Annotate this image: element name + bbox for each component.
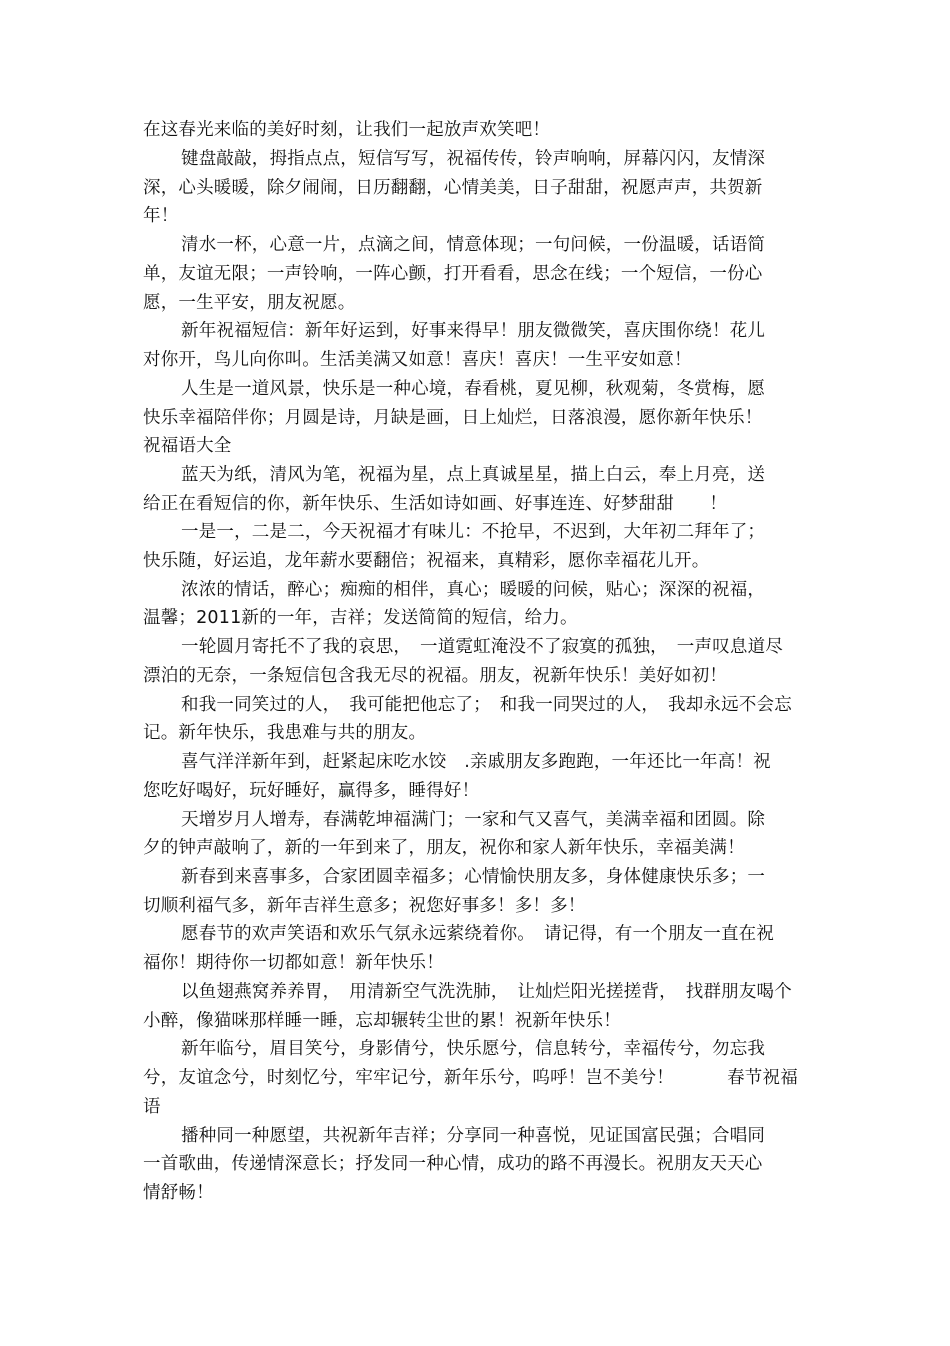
text-line: 对你开，鸟儿向你叫。生活美满又如意！喜庆！喜庆！一生平安如意！ bbox=[143, 350, 692, 370]
text-line: 愿，一生平安，朋友祝愿。 bbox=[143, 293, 356, 313]
text-line: 温馨；2011新的一年，吉祥；发送简简的短信，给力。 bbox=[143, 608, 578, 628]
text-line: 单，友谊无限；一声铃响，一阵心颤，打开看看，思念在线；一个短信，一份心 bbox=[143, 264, 763, 284]
text-line: 语 bbox=[143, 1097, 161, 1117]
text-line: 切顺利福气多，新年吉祥生意多；祝您好事多！多！多！ bbox=[143, 896, 586, 916]
text-line: 浓浓的情话，醉心；痴痴的相伴，真心；暖暖的问候，贴心；深深的祝福， bbox=[181, 580, 766, 600]
text-line: 以鱼翅燕窝养养胃， 用清新空气洗洗肺， 让灿烂阳光搓搓背， 找群朋友喝个 bbox=[181, 982, 792, 1002]
text-line: 福你！期待你一切都如意！新年快乐！ bbox=[143, 953, 444, 973]
text-line: 人生是一道风景，快乐是一种心境，春看桃，夏见柳，秋观菊，冬赏梅，愿 bbox=[181, 379, 766, 399]
text-line: 新年祝福短信：新年好运到，好事来得早！朋友微微笑，喜庆围你绕！花儿 bbox=[181, 321, 766, 341]
text-line: 夕的钟声敲响了，新的一年到来了，朋友，祝你和家人新年快乐，幸福美满！ bbox=[143, 838, 745, 858]
section-heading: 祝福语大全 bbox=[143, 436, 232, 456]
text-line: 新年临兮，眉目笑兮，身影倩兮，快乐愿兮，信息转兮，幸福传兮，勿忘我 bbox=[181, 1039, 766, 1059]
text-line: 您吃好喝好，玩好睡好，赢得多，睡得好！ bbox=[143, 781, 480, 801]
text-line: 记。新年快乐，我患难与共的朋友。 bbox=[143, 723, 427, 743]
text-line: 年！ bbox=[143, 206, 179, 226]
text-line: 一轮圆月寄托不了我的哀思， 一道霓虹淹没不了寂寞的孤独， 一声叹息道尽 bbox=[181, 637, 783, 657]
text-line: 和我一同笑过的人， 我可能把他忘了； 和我一同哭过的人， 我却永远不会忘 bbox=[181, 695, 792, 715]
text-line: 在这春光来临的美好时刻，让我们一起放声欢笑吧！ bbox=[143, 120, 551, 140]
text-line: 新春到来喜事多，合家团圆幸福多；心情愉快朋友多，身体健康快乐多；一 bbox=[181, 867, 766, 887]
text-line: 漂泊的无奈，一条短信包含我无尽的祝福。朋友，祝新年快乐！美好如初！ bbox=[143, 666, 728, 686]
text-line: 兮，友谊念兮，时刻忆兮，牢牢记兮，新年乐兮，呜呼！岂不美兮！ 春节祝福 bbox=[143, 1068, 798, 1088]
text-line: 播种同一种愿望，共祝新年吉祥；分享同一种喜悦，见证国富民强；合唱同 bbox=[181, 1126, 766, 1146]
text-line: 一首歌曲，传递情深意长；抒发同一种心情，成功的路不再漫长。祝朋友天天心 bbox=[143, 1154, 763, 1174]
text-line: 清水一杯，心意一片，点滴之间，情意体现；一句问候，一份温暖，话语简 bbox=[181, 235, 766, 255]
text-line: 快乐随，好运追，龙年薪水要翻倍；祝福来，真精彩，愿你幸福花儿开。 bbox=[143, 551, 710, 571]
text-line: 键盘敲敲，拇指点点，短信写写，祝福传传，铃声响响，屏幕闪闪，友情深 bbox=[181, 149, 766, 169]
text-line: 深，心头暖暖，除夕闹闹，日历翻翻，心情美美，日子甜甜，祝愿声声，共贺新 bbox=[143, 178, 763, 198]
text-line: 天增岁月人增寿，春满乾坤福满门；一家和气又喜气，美满幸福和团圆。除 bbox=[181, 810, 766, 830]
text-line: 一是一，二是二，今天祝福才有味儿：不抢早，不迟到，大年初二拜年了； bbox=[181, 522, 766, 542]
text-line: 蓝天为纸，清风为笔，祝福为星，点上真诚星星，描上白云，奉上月亮，送 bbox=[181, 465, 766, 485]
text-line: 小醉，像猫咪那样睡一睡，忘却辗转尘世的累！祝新年快乐！ bbox=[143, 1011, 621, 1031]
text-line: 喜气洋洋新年到，赶紧起床吃水饺 .亲戚朋友多跑跑，一年还比一年高！祝 bbox=[181, 752, 771, 772]
text-line: 情舒畅！ bbox=[143, 1183, 214, 1203]
text-line: 愿春节的欢声笑语和欢乐气氛永远萦绕着你。 请记得，有一个朋友一直在祝 bbox=[181, 924, 775, 944]
text-line: 给正在看短信的你，新年快乐、生活如诗如画、好事连连、好梦甜甜 ！ bbox=[143, 494, 728, 514]
text-line: 快乐幸福陪伴你；月圆是诗，月缺是画，日上灿烂，日落浪漫，愿你新年快乐！ bbox=[143, 408, 763, 428]
